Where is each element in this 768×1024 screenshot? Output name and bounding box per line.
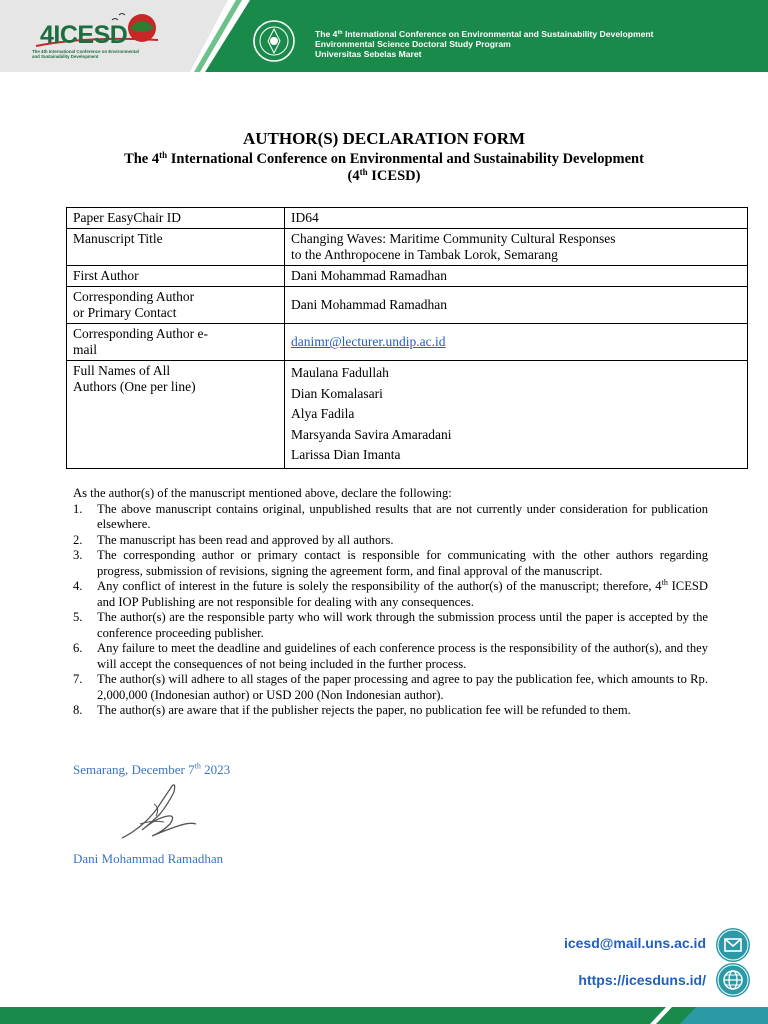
all-authors-label: Full Names of All Authors (One per line) — [67, 361, 285, 469]
email-label: Corresponding Author e- mail — [67, 324, 285, 361]
paper-id-value: ID64 — [285, 208, 748, 229]
logo-text: 4ICESD — [40, 21, 128, 49]
header-line-1: The 4th International Conference on Environmental and Sustainability Development — [315, 29, 654, 39]
table-row — [67, 361, 748, 469]
corresponding-author-value: Dani Mohammad Ramadhan — [285, 287, 748, 324]
list-item: 7. The author(s) will adhere to all stages of the paper processing and agree to pay the publication fee, which amounts to Rp. 2,000,000 (Indonesian author) or USD 200 (Non Indonesian author). — [73, 672, 708, 702]
table-row — [67, 208, 748, 229]
list-item: 8. The author(s) are aware that if the publisher rejects the paper, no publication fee will be refunded to them. — [73, 703, 631, 717]
corresponding-author-label: Corresponding Author or Primary Contact — [67, 287, 285, 324]
mail-icon — [716, 928, 750, 962]
table-row — [67, 266, 748, 287]
author-name: Alya Fadila — [291, 406, 355, 421]
author-name: Dian Komalasari — [291, 385, 383, 401]
list-item: 1. The above manuscript contains original, unpublished results that are not currently under consideration for publication elsewhere. — [73, 501, 708, 531]
header-line-2: Environmental Science Doctoral Study Program — [315, 39, 511, 49]
conference-title: The 4th International Conference on Environmental and Sustainability Development — [124, 150, 644, 167]
handwritten-signature — [112, 780, 202, 848]
contact-website[interactable]: https://icesduns.id/ — [578, 972, 706, 988]
all-authors-value — [285, 361, 748, 469]
declaration-section — [73, 486, 708, 719]
globe-icon — [716, 963, 750, 997]
contact-email[interactable]: icesd@mail.uns.ac.id — [563, 935, 706, 951]
manuscript-title-value: Changing Waves: Maritime Community Cultural Responses to the Anthropocene in Tambak Lorok, Semarang — [285, 229, 748, 266]
paper-id-label: Paper EasyChair ID — [67, 208, 285, 229]
paper-info-table — [66, 207, 748, 469]
list-item: 6. Any failure to meet the deadline and guidelines of each conference process is the responsibility of the author(s), and they will accept the consequences of not being included in the further process. — [73, 641, 708, 671]
table-row — [67, 324, 748, 361]
list-item: 2. The manuscript has been read and approved by all authors. — [73, 532, 394, 547]
email-link[interactable]: danimr@lecturer.undip.ac.id — [291, 334, 446, 349]
footer-banner — [0, 1007, 768, 1024]
icesd-logo — [26, 6, 176, 66]
form-title: AUTHOR(S) DECLARATION FORM — [242, 129, 526, 148]
signatory-name: Dani Mohammad Ramadhan — [73, 851, 224, 866]
list-item: 5. The author(s) are the responsible party who will work through the submission process until the paper is accepted by the conference proceeding publisher. — [73, 610, 708, 640]
declaration-intro: As the author(s) of the manuscript mentioned above, declare the following: — [73, 486, 452, 500]
header-line-3: Universitas Sebelas Maret — [315, 49, 422, 59]
conference-abbrev: (4th ICESD) — [347, 167, 421, 184]
signature-date: Semarang, December 7th 2023 — [73, 761, 231, 777]
manuscript-title-label: Manuscript Title — [67, 229, 285, 266]
author-name: Marsyanda Savira Amaradani — [291, 426, 452, 442]
first-author-label: First Author — [67, 266, 285, 287]
list-item: 4. Any conflict of interest in the future is solely the responsibility of the author(s) of the manuscript; therefore, 4th ICESD and IOP Publishing are not responsible for dealing with any consequences. — [73, 577, 708, 609]
university-seal-icon — [252, 19, 296, 63]
author-name: Larissa Dian Imanta — [291, 447, 401, 462]
author-name: Maulana Fadullah — [291, 365, 389, 380]
page-header — [0, 0, 768, 72]
logo-subtitle: The 4th International Conference on Environmental and Sustainability Development — [32, 49, 139, 59]
first-author-value: Dani Mohammad Ramadhan — [285, 266, 748, 287]
table-row — [67, 287, 748, 324]
list-item: 3. The corresponding author or primary contact is responsible for communicating with the other authors regarding progress, submission of revisions, signing the agreement form, and final approval of the manuscript. — [73, 548, 708, 578]
header-text — [315, 28, 654, 59]
declaration-list — [73, 502, 708, 719]
email-value — [285, 324, 748, 361]
table-row — [67, 229, 748, 266]
